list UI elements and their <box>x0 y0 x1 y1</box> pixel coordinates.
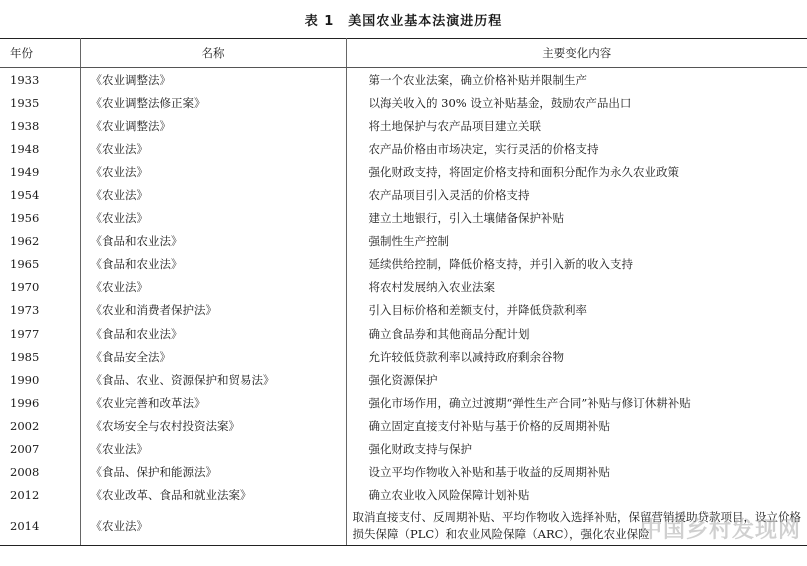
table-row <box>0 253 807 276</box>
table-title-text: 美国农业基本法演进历程 <box>348 14 503 29</box>
change-content-cell: 将农村发展纳入农业法案 <box>368 280 495 295</box>
table-row <box>0 414 807 437</box>
column-header-name: 名称 <box>80 39 346 68</box>
year-cell: 2002 <box>0 414 80 437</box>
change-content-cell: 第一个农业法案，确立价格补贴并限制生产 <box>368 72 587 87</box>
table-row <box>0 345 807 368</box>
law-name-cell: 《食品和农业法》 <box>80 253 346 276</box>
table-row <box>0 461 807 484</box>
change-content-cell: 设立平均作物收入补贴和基于收益的反周期补贴 <box>368 465 610 480</box>
table-row <box>0 368 807 391</box>
table-row <box>0 207 807 230</box>
law-name-cell: 《食品和农业法》 <box>80 230 346 253</box>
table-row <box>0 114 807 137</box>
law-name-cell: 《农业调整法》 <box>80 114 346 137</box>
change-content-cell: 强化资源保护 <box>368 372 438 387</box>
law-name-cell: 《农业法》 <box>80 160 346 183</box>
table-row <box>0 91 807 114</box>
law-name-cell: 《农业法》 <box>80 183 346 206</box>
table-body <box>0 68 807 546</box>
column-header-year: 年份 <box>0 39 80 68</box>
change-content-cell: 确立食品券和其他商品分配计划 <box>368 326 530 341</box>
year-cell: 1970 <box>0 276 80 299</box>
change-content-cell: 强化市场作用，确立过渡期“弹性生产合同”补贴与修订休耕补贴 <box>368 395 691 410</box>
change-content-cell: 强化财政支持，将固定价格支持和面积分配作为永久农业政策 <box>368 164 679 179</box>
change-content-cell: 允许较低贷款利率以减持政府剩余谷物 <box>368 349 564 364</box>
law-name-cell: 《农业调整法修正案》 <box>80 91 346 114</box>
law-name-cell: 《农业调整法》 <box>80 68 346 92</box>
watermark: 中国乡村发现网 <box>639 518 801 543</box>
year-cell: 2014 <box>0 507 80 546</box>
year-cell: 1938 <box>0 114 80 137</box>
header-row <box>0 39 807 68</box>
table-title <box>0 10 807 29</box>
change-content-cell: 确立固定直接支付补贴与基于价格的反周期补贴 <box>368 418 610 433</box>
change-content-cell: 取消直接支付、反周期补贴、平均作物收入选择补贴，保留营销援助贷款项目，设立价格损失保障（PLC）和农业风险保障（ARC），强化农业保险 <box>346 507 807 546</box>
law-name-cell: 《农业法》 <box>80 507 346 546</box>
year-cell: 1949 <box>0 160 80 183</box>
year-cell: 1977 <box>0 322 80 345</box>
year-cell: 2008 <box>0 461 80 484</box>
change-content-cell: 以海关收入的 30% 设立补贴基金，鼓励农产品出口 <box>368 95 632 110</box>
table-row <box>0 68 807 92</box>
year-cell: 1990 <box>0 368 80 391</box>
table-row <box>0 484 807 507</box>
law-name-cell: 《食品、保护和能源法》 <box>80 461 346 484</box>
change-content-cell: 延续供给控制，降低价格支持，并引入新的收入支持 <box>368 257 633 272</box>
change-content-cell: 农产品项目引入灵活的价格支持 <box>368 188 530 203</box>
year-cell: 1985 <box>0 345 80 368</box>
table-row <box>0 276 807 299</box>
law-name-cell: 《农场安全与农村投资法案》 <box>80 414 346 437</box>
law-name-cell: 《食品和农业法》 <box>80 322 346 345</box>
law-name-cell: 《农业法》 <box>80 137 346 160</box>
change-content-cell: 建立土地银行，引入土壤储备保护补贴 <box>368 211 564 226</box>
law-name-cell: 《食品、农业、资源保护和贸易法》 <box>80 368 346 391</box>
change-content-cell: 农产品价格由市场决定，实行灵活的价格支持 <box>368 141 599 156</box>
table-row <box>0 230 807 253</box>
table-row <box>0 160 807 183</box>
legislation-table <box>0 38 807 546</box>
change-content-cell: 引入目标价格和差额支付，并降低贷款利率 <box>368 303 587 318</box>
law-name-cell: 《农业完善和改革法》 <box>80 391 346 414</box>
table-row <box>0 438 807 461</box>
year-cell: 1965 <box>0 253 80 276</box>
year-cell: 1954 <box>0 183 80 206</box>
year-cell: 1962 <box>0 230 80 253</box>
table-row <box>0 507 807 546</box>
column-header-change: 主要变化内容 <box>346 39 807 68</box>
change-content-cell: 将土地保护与农产品项目建立关联 <box>368 118 541 133</box>
law-name-cell: 《农业法》 <box>80 207 346 230</box>
year-cell: 2012 <box>0 484 80 507</box>
law-name-cell: 《食品安全法》 <box>80 345 346 368</box>
change-content-cell: 强制性生产控制 <box>368 234 449 249</box>
table-row <box>0 322 807 345</box>
table-row <box>0 299 807 322</box>
table-row <box>0 183 807 206</box>
year-cell: 1948 <box>0 137 80 160</box>
year-cell: 1956 <box>0 207 80 230</box>
table-number: 表 1 <box>304 14 335 29</box>
table-row <box>0 391 807 414</box>
year-cell: 1933 <box>0 68 80 92</box>
year-cell: 1935 <box>0 91 80 114</box>
law-name-cell: 《农业法》 <box>80 438 346 461</box>
year-cell: 1996 <box>0 391 80 414</box>
year-cell: 1973 <box>0 299 80 322</box>
table-row <box>0 137 807 160</box>
change-content-cell: 强化财政支持与保护 <box>368 442 472 457</box>
law-name-cell: 《农业和消费者保护法》 <box>80 299 346 322</box>
law-name-cell: 《农业法》 <box>80 276 346 299</box>
change-content-cell: 确立农业收入风险保障计划补贴 <box>368 488 530 503</box>
year-cell: 2007 <box>0 438 80 461</box>
law-name-cell: 《农业改革、食品和就业法案》 <box>80 484 346 507</box>
